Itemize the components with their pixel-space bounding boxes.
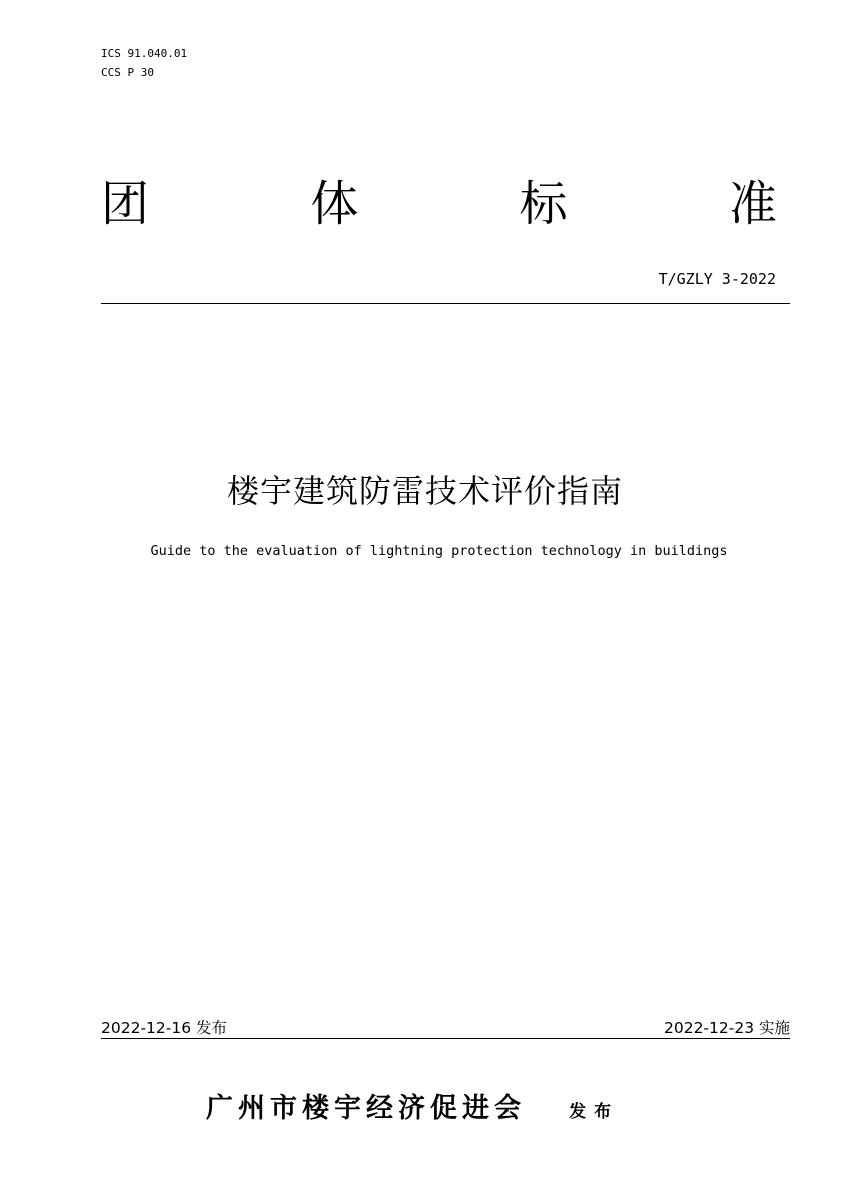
english-title: Guide to the evaluation of lightning protection technology in buildings	[150, 543, 728, 559]
top-divider	[101, 303, 790, 304]
ccs-code: CCS P 30	[101, 66, 154, 79]
bottom-divider	[101, 1038, 790, 1039]
classification-codes	[101, 44, 187, 82]
standard-type-char: 标	[519, 176, 568, 232]
publisher-line	[206, 1086, 619, 1125]
standard-type-char: 团	[101, 176, 150, 232]
publisher-action: 发布	[569, 1102, 620, 1122]
standard-type-char: 准	[728, 176, 777, 232]
standard-number: T/GZLY 3-2022	[658, 270, 776, 288]
standard-type-heading	[101, 172, 777, 236]
publisher-organization: 广州市楼宇经济促进会	[206, 1093, 526, 1124]
chinese-title: 楼宇建筑防雷技术评价指南	[226, 472, 623, 510]
standard-type-char: 体	[310, 176, 359, 232]
publish-date: 2022-12-16 发布	[101, 1019, 228, 1037]
implement-date: 2022-12-23 实施	[663, 1019, 790, 1037]
ics-code: ICS 91.040.01	[101, 47, 188, 60]
